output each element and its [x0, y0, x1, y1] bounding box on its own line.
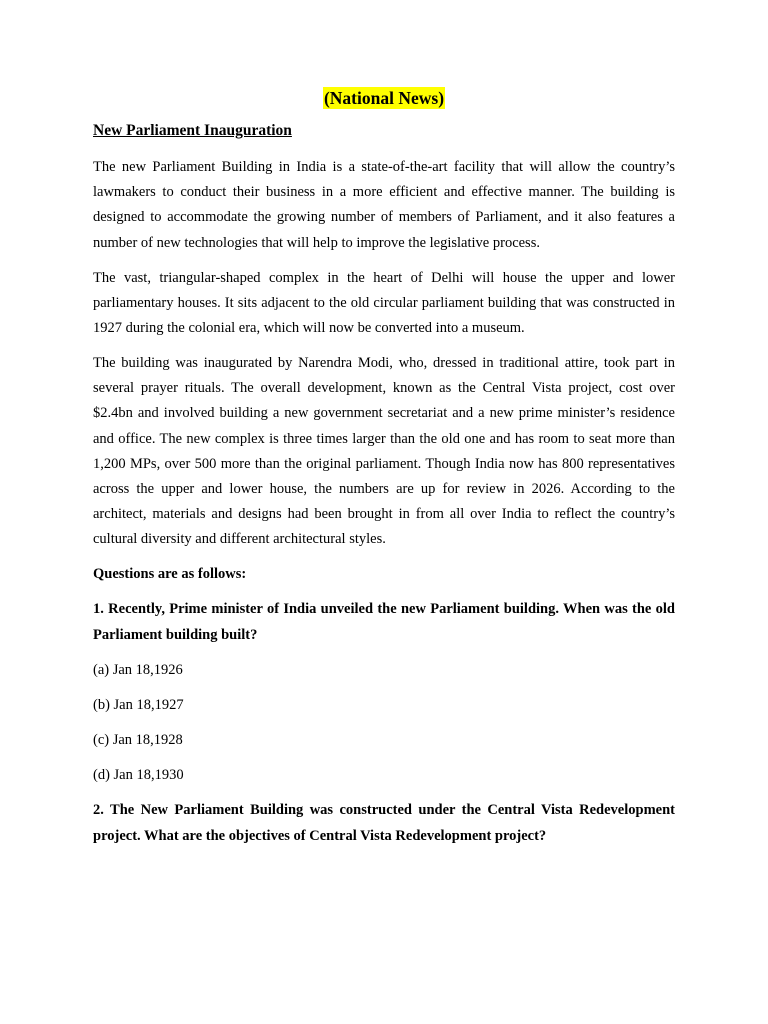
document-body [93, 84, 675, 859]
answer-option: (d) Jan 18,1930 [93, 767, 184, 784]
section-title-row [93, 87, 675, 121]
questions-heading: Questions are as follows: [93, 566, 247, 583]
article-heading: New Parliament Inauguration [93, 122, 292, 139]
answer-option: (b) Jan 18,1927 [93, 697, 184, 714]
section-title: (National News) [323, 88, 445, 108]
answer-option: (c) Jan 18,1928 [93, 732, 183, 749]
article-paragraph: The new Parliament Building in India is a state-of-the-art facility that will allow the country’s lawmakers to conduct their business in a more efficient and effective manner. The building is designed to accommodate the growing number of members of Parliament, and it also features a number of new technologies that will help to improve the legislative process. [93, 159, 675, 251]
question-text: 2. The New Parliament Building was constructed under the Central Vista Redevelopment project. What are the objectives of Central Vista Redevelopment project? [93, 802, 675, 844]
answer-option: (a) Jan 18,1926 [93, 662, 183, 679]
article-paragraph: The vast, triangular-shaped complex in the heart of Delhi will house the upper and lower parliamentary houses. It sits adjacent to the old circular parliament building that was constructed in 1927 during the colonial era, which will now be converted into a museum. [93, 269, 675, 337]
question-text: 1. Recently, Prime minister of India unveiled the new Parliament building. When was the old Parliament building built? [93, 601, 675, 643]
article-paragraph: The building was inaugurated by Narendra Modi, who, dressed in traditional attire, took part in several prayer rituals. The overall development, known as the Central Vista project, cost over $2.4bn and involved building a new government secretariat and a new prime minister’s residence and office. The new complex is three times larger than the old one and has room to seat more than 1,200 MPs, over 500 more than the original parliament. Though India now has 800 representatives across the upper and lower house, the numbers are up for review in 2026. According to the architect, materials and designs had been brought in from all over India to reflect the country’s cultural diversity and different architectural styles. [93, 355, 675, 548]
